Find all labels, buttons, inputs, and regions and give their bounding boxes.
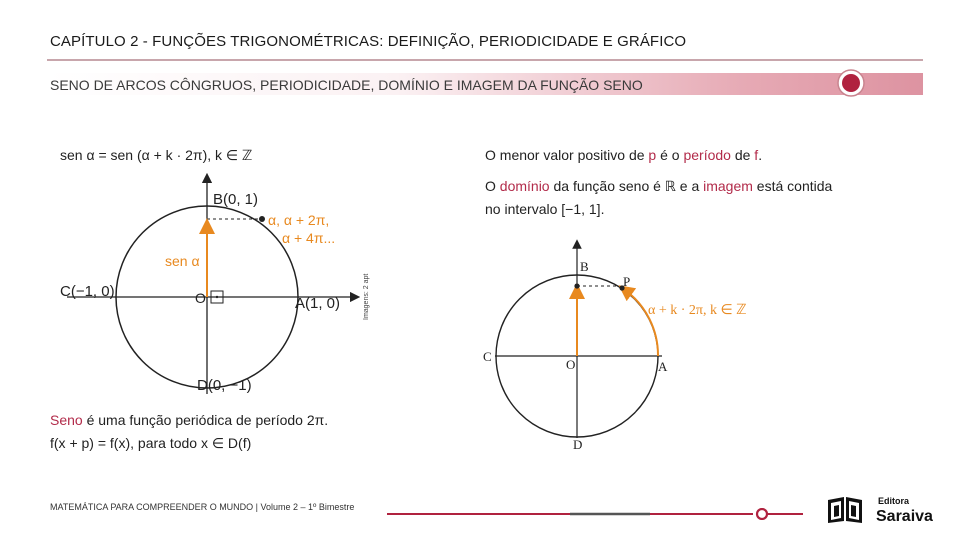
period-t2: é o [656,147,684,163]
term-imagem: imagem [703,178,753,194]
image-credit: Imagens: 2 apt [363,273,370,320]
term-periodo: período [683,147,731,163]
domain-t2: da função seno é ℝ e a [549,178,704,194]
unit-circle-figure-left [55,172,380,400]
right-angle-dot [216,296,218,298]
label-arcs-2: α + 4π... [282,230,336,246]
period-t1: O menor valor positivo de [485,147,649,163]
domain-t1: O [485,178,500,194]
label-sen: sen α [165,253,200,269]
period-t4: . [758,147,763,163]
footer-decoration [385,508,805,520]
period-t3: de [730,147,755,163]
logo-line-1: Editora [878,496,910,506]
periodicity-statement [50,409,328,455]
point-b-right [574,283,579,288]
label-d: D(0, −1) [197,377,252,394]
logo-line-2: Saraiva [876,508,933,524]
section-subtitle: SENO DE ARCOS CÔNGRUOS, PERIODICIDADE, DOMÍNIO E IMAGEM DA FUNÇÃO SENO [50,77,643,93]
unit-circle-figure-right [480,238,770,453]
domain-image-definition [485,175,845,221]
header-divider [47,59,923,61]
label-p-right: P [623,274,631,289]
label-d-right: D [573,437,583,452]
label-a-right: A [658,359,668,374]
point-p [259,216,265,222]
arc-right [625,290,658,356]
label-c-right: C [483,349,492,364]
periodicity-line-2: f(x + p) = f(x), para todo x ∈ D(f) [50,435,252,451]
label-b: B(0, 1) [213,191,259,208]
publisher-logo [826,494,940,524]
label-b-right: B [580,259,589,274]
periodicity-line-1 [50,409,328,432]
domain-t3: está contida no intervalo [−1, 1]. [485,178,833,217]
term-dominio: domínio [499,178,550,194]
term-p: p [648,147,657,163]
periodicity-line-1-rest: é uma função periódica de período 2π. [82,412,329,428]
label-o-right: O [566,357,576,372]
term-seno: Seno [50,412,83,428]
label-c: C(−1, 0) [60,283,115,300]
label-a: A(1, 0) [295,295,341,312]
label-o: O [195,290,206,306]
label-arc-right: α + k · 2π, k ∈ ℤ [648,303,747,318]
circle-ornament-icon [832,68,872,98]
footer-text: MATEMÁTICA PARA COMPREENDER O MUNDO | Volume 2 – 1º Bimestre [50,502,355,512]
term-f: f [754,147,759,163]
period-definition [485,144,762,167]
label-arcs-1: α, α + 2π, [268,212,330,228]
chapter-title: CAPÍTULO 2 - FUNÇÕES TRIGONOMÉTRICAS: DEFINIÇÃO, PERIODICIDADE E GRÁFICO [50,33,687,50]
congruent-arcs-formula: sen α = sen (α + k · 2π), k ∈ ℤ [60,147,253,163]
